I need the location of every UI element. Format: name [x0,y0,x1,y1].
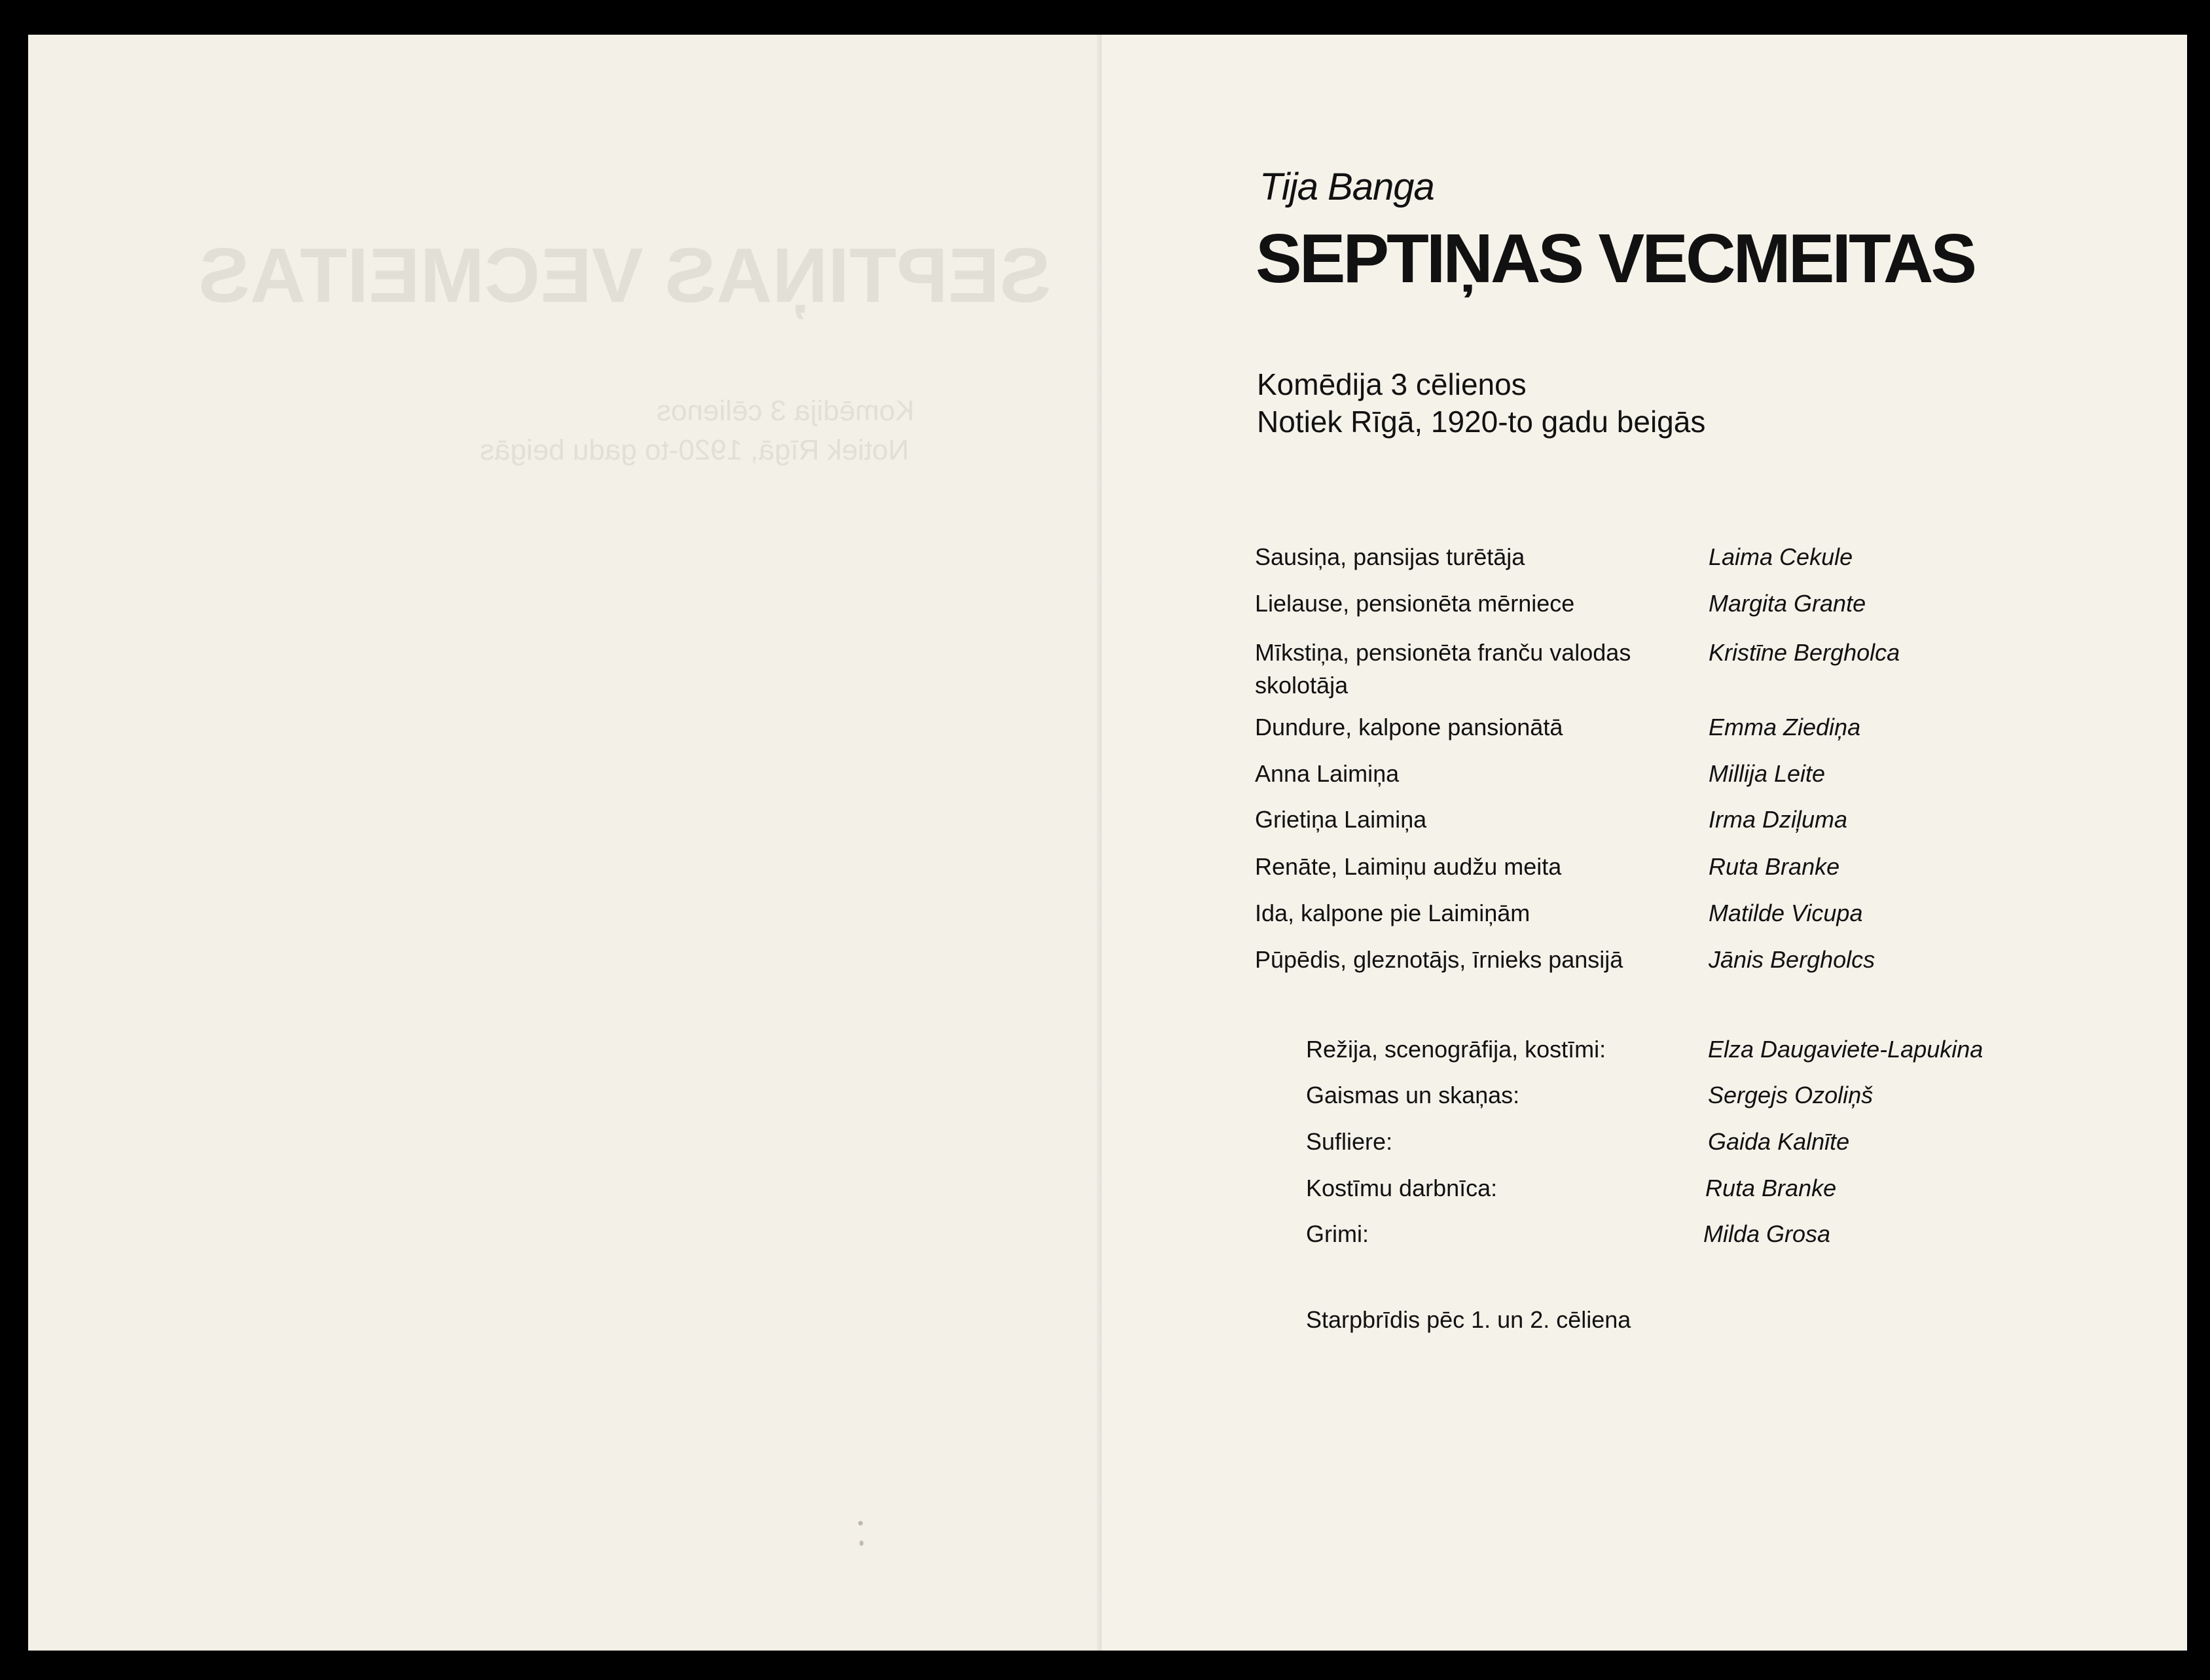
play-genre: Komēdija 3 cēlienos [1257,367,1527,401]
cast-role: Dundure, kalpone pansionātā [1255,714,1563,740]
left-page [28,35,1102,1651]
play-title: SEPTIŅAS VECMEITAS [1256,220,1975,297]
cast-role: Anna Laimiņa [1255,760,1400,787]
cast-role: Ida, kalpone pie Laimiņām [1255,900,1531,926]
bleed-through-subtitle: Komēdija 3 cēlienos [657,395,915,427]
cast-actor: Ruta Branke [1709,853,1840,880]
crew-name: Sergejs Ozoliņš [1708,1082,1874,1108]
bleed-through-title: SEPTIŅAS VECMEITAS [198,232,1051,319]
cast-actor: Laima Cekule [1709,543,1853,570]
cast-role: Lielause, pensionēta mērniece [1255,590,1575,617]
cast-actor: Margita Grante [1709,590,1866,617]
cast-actor: Kristīne Bergholca [1709,639,1900,666]
crew-role: Sufliere: [1306,1128,1393,1155]
cast-role: Mīkstiņa, pensionēta franču valodas skolotāja [1255,639,1631,699]
crew-name: Gaida Kalnīte [1708,1128,1850,1155]
cast-actor: Matilde Vicupa [1709,900,1863,926]
cast-actor: Irma Dziļuma [1709,806,1848,833]
bleed-through-subtitle: Notiek Rīgā, 1920-to gadu beigās [480,434,909,466]
cast-role: Sausiņa, pansijas turētāja [1255,543,1525,570]
cast-actor: Jānis Bergholcs [1709,946,1875,973]
author-name: Tija Banga [1259,166,1434,208]
cast-role: Pūpēdis, gleznotājs, īrnieks pansijā [1255,946,1623,973]
crew-role: Kostīmu darbnīca: [1306,1175,1498,1201]
crew-name: Ruta Branke [1705,1175,1837,1201]
crew-role: Režija, scenogrāfija, kostīmi: [1306,1036,1606,1063]
crew-role: Grimi: [1306,1220,1369,1247]
cast-actor: Millija Leite [1709,760,1826,787]
cast-role: Grietiņa Laimiņa [1255,806,1427,833]
intermission-note: Starpbrīdis pēc 1. un 2. cēliena [1306,1306,1631,1333]
cast-role: Renāte, Laimiņu audžu meita [1255,853,1562,880]
crew-role: Gaismas un skaņas: [1306,1082,1520,1108]
cast-actor: Emma Ziediņa [1709,714,1861,740]
paper-speck [860,1541,863,1546]
crew-name: Milda Grosa [1703,1220,1831,1247]
play-setting: Notiek Rīgā, 1920-to gadu beigās [1257,405,1706,439]
paper-speck [858,1521,863,1525]
crew-name: Elza Daugaviete-Lapukina [1708,1036,1984,1063]
